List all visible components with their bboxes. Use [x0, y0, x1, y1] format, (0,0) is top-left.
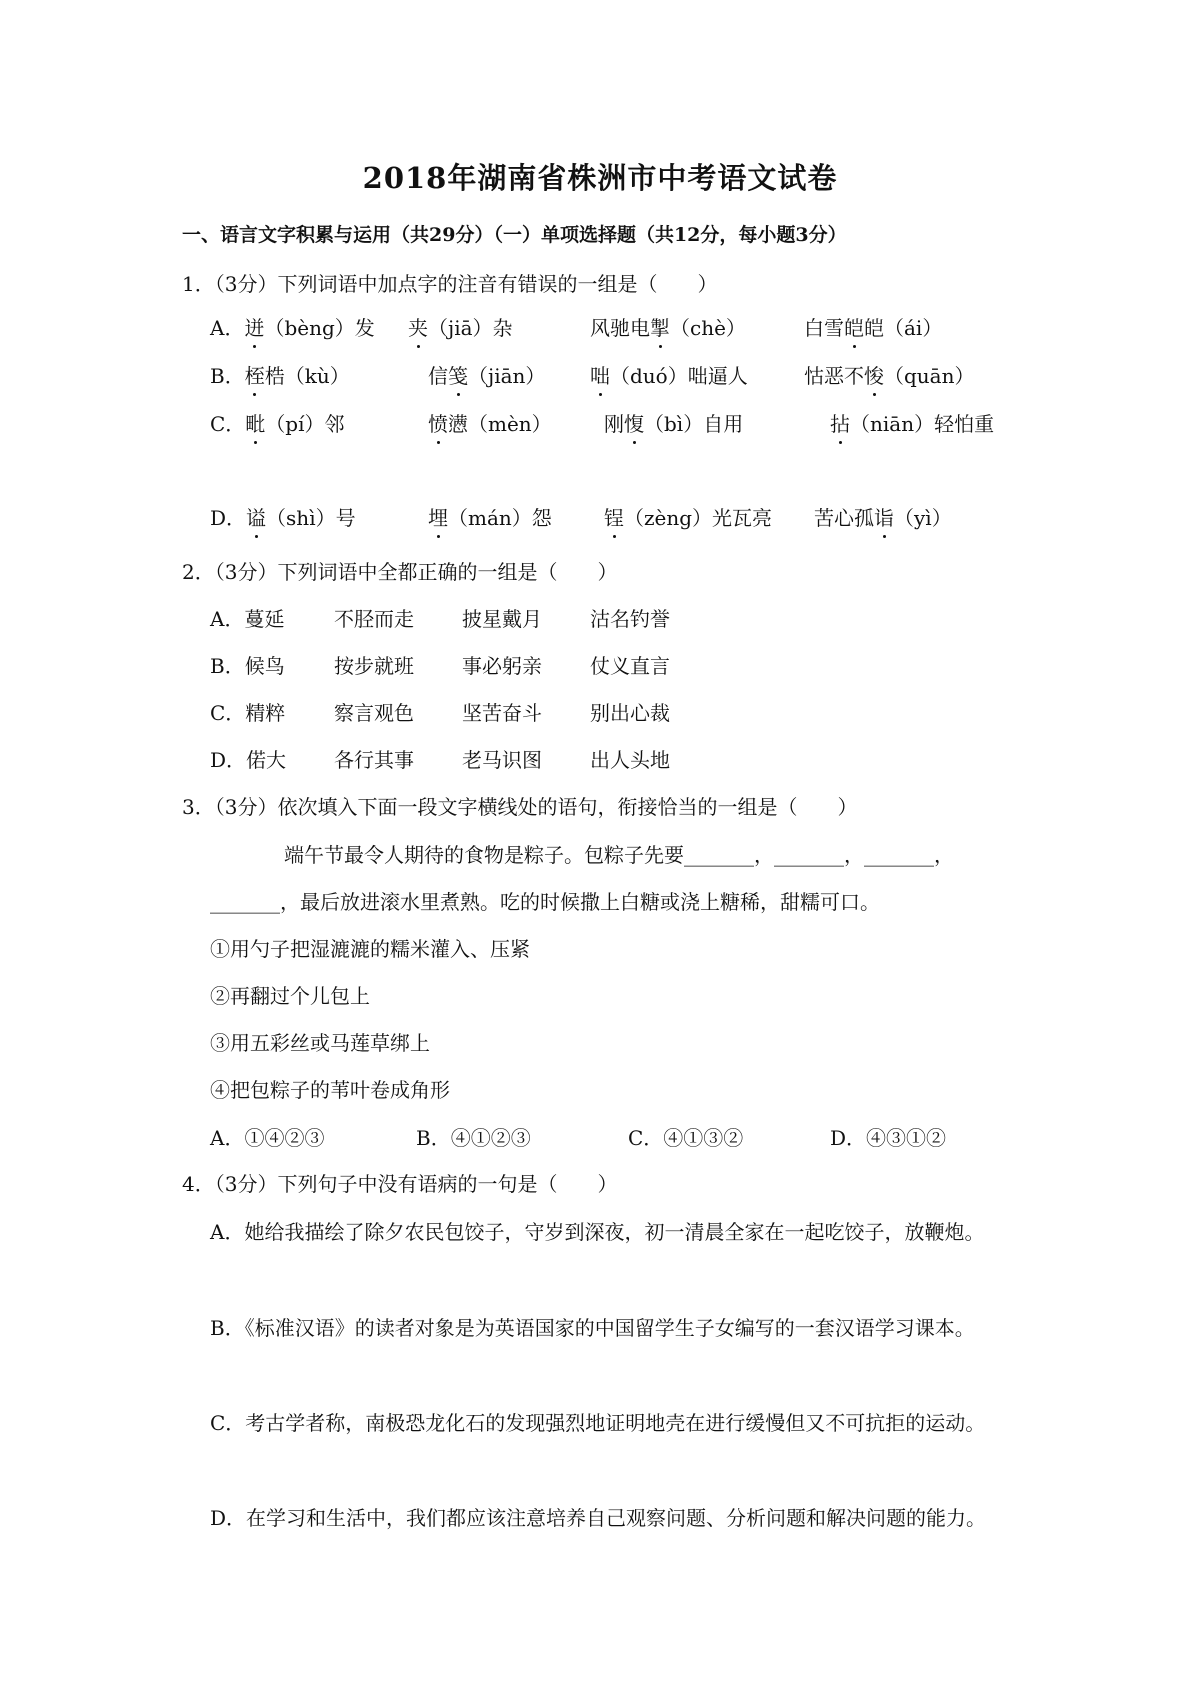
q1-option-c-word-3: 刚愎（bì）自用 — [604, 408, 743, 437]
q1-option-b-word-2: 信笺（jiān） — [428, 360, 545, 389]
q2-option-a-word-3: 披星戴月 — [462, 607, 542, 631]
q2-option-c-word-4: 别出心裁 — [590, 701, 670, 725]
q1-option-a-word-1: A．迸（bèng）发 — [210, 312, 375, 341]
q1-option-c-word-4: 拈（niān）轻怕重 — [830, 408, 994, 437]
q3-option-c: C．④①③② — [628, 1126, 744, 1150]
q2-option-b-word-3: 事必躬亲 — [462, 654, 542, 678]
q1-option-d-word-1: D．谥（shì）号 — [210, 502, 356, 531]
q1-option-b-word-3: 咄（duó）咄逼人 — [590, 360, 748, 389]
q2-option-a-word-1: A．蔓延 — [210, 607, 285, 631]
q1-option-a-word-2: 夹（jiā）杂 — [408, 312, 513, 341]
q4-option-c: C．考古学者称，南极恐龙化石的发现强烈地证明地壳在进行缓慢但又不可抗拒的运动。 — [210, 1411, 986, 1435]
section-heading: 一、语言文字积累与运用（共29分）（一）单项选择题（共12分，每小题3分） — [182, 224, 847, 246]
q3-stem: 3．（3分）依次填入下面一段文字横线处的语句，衔接恰当的一组是（ ） — [182, 795, 858, 819]
q3-option-a: A．①④②③ — [210, 1126, 325, 1150]
q3-passage-line-1: 端午节最令人期待的食物是粽子。包粽子先要_______，_______，_______， — [284, 843, 954, 867]
q2-option-b-word-1: B．候鸟 — [210, 654, 285, 678]
q1-option-d-word-4: 苦心孤诣（yì） — [814, 502, 952, 531]
q1-option-d-word-2: 埋（mán）怨 — [428, 502, 552, 531]
q4-option-a: A．她给我描绘了除夕农民包饺子，守岁到深夜，初一清晨全家在一起吃饺子，放鞭炮。 — [210, 1220, 985, 1244]
q2-option-c-word-2: 察言观色 — [334, 701, 414, 725]
q2-option-a-word-2: 不胫而走 — [334, 607, 414, 631]
q1-option-c-word-2: 愤懑（mèn） — [428, 408, 552, 437]
q1-option-c-word-1: C．毗（pí）邻 — [210, 408, 345, 437]
q1-option-b-word-4: 怙恶不悛（quān） — [804, 360, 975, 389]
q2-option-a-word-4: 沽名钓誉 — [590, 607, 670, 631]
q2-option-d-word-4: 出人头地 — [590, 748, 670, 772]
q3-item-2: ②再翻过个儿包上 — [210, 984, 370, 1008]
q1-option-b-word-1: B．桎梏（kù） — [210, 360, 350, 389]
q2-option-d-word-3: 老马识图 — [462, 748, 542, 772]
q2-option-b-word-4: 仗义直言 — [590, 654, 670, 678]
q3-passage-line-2: _______，最后放进滚水里煮熟。吃的时候撒上白糖或浇上糖稀，甜糯可口。 — [210, 890, 880, 914]
q3-option-d: D．④③①② — [830, 1126, 947, 1150]
q2-option-c-word-3: 坚苦奋斗 — [462, 701, 542, 725]
q2-option-c-word-1: C．精粹 — [210, 701, 286, 725]
q3-item-4: ④把包粽子的苇叶卷成角形 — [210, 1078, 450, 1102]
q4-stem: 4．（3分）下列句子中没有语病的一句是（ ） — [182, 1172, 618, 1196]
page-title: 2018年湖南省株洲市中考语文试卷 — [362, 161, 838, 195]
q3-item-1: ①用勺子把湿漉漉的糯米灌入、压紧 — [210, 937, 530, 961]
q2-option-d-word-1: D．偌大 — [210, 748, 287, 772]
q1-option-a-word-4: 白雪皑皑（ái） — [804, 312, 942, 341]
q2-option-b-word-2: 按步就班 — [334, 654, 414, 678]
q2-stem: 2．（3分）下列词语中全都正确的一组是（ ） — [182, 560, 618, 584]
q4-option-d: D．在学习和生活中，我们都应该注意培养自己观察问题、分析问题和解决问题的能力。 — [210, 1506, 987, 1530]
q4-option-b: B．《标准汉语》的读者对象是为英语国家的中国留学生子女编写的一套汉语学习课本。 — [210, 1316, 975, 1340]
q3-option-b: B．④①②③ — [416, 1126, 531, 1150]
q1-option-d-word-3: 锃（zèng）光瓦亮 — [604, 502, 772, 531]
q3-item-3: ③用五彩丝或马莲草绑上 — [210, 1031, 430, 1055]
q1-stem: 1．（3分）下列词语中加点字的注音有错误的一组是（ ） — [182, 272, 718, 296]
q1-option-a-word-3: 风驰电掣（chè） — [590, 312, 746, 341]
q2-option-d-word-2: 各行其事 — [334, 748, 414, 772]
